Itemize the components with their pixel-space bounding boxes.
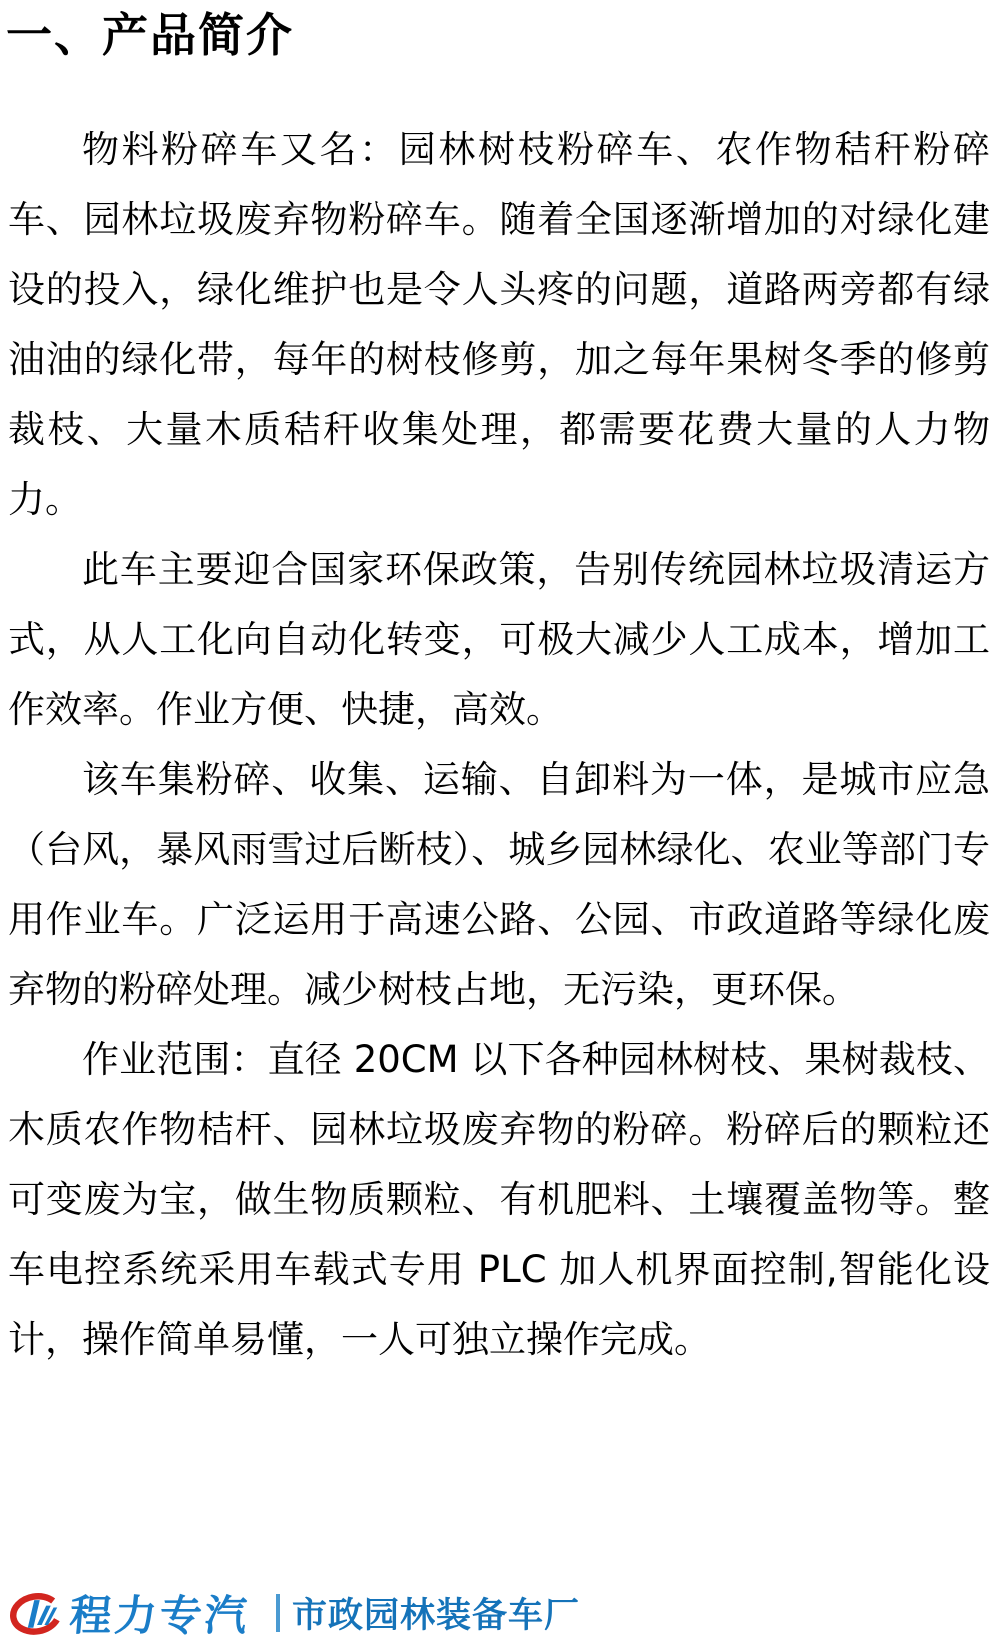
paragraph-usage: 该车集粉碎、收集、运输、自卸料为一体，是城市应急（台风，暴风雨雪过后断枝）、城乡园林绿化、农业等部门专用作业车。广泛运用于高速公路、公园、市政道路等绿化废弃物的粉碎处理。减少树枝占地，无污染，更环保。 bbox=[8, 758, 990, 1012]
section-heading: 一、产品简介 bbox=[6, 8, 294, 62]
footer-brand-bar bbox=[8, 1583, 580, 1643]
body-text bbox=[0, 115, 1000, 1375]
brand-name: 程力专汽 bbox=[67, 1591, 252, 1640]
paragraph-work-range: 作业范围：直径 20CM 以下各种园林树枝、果树裁枝、木质农作物桔杆、园林垃圾废弃物的粉碎。粉碎后的颗粒还可变废为宝，做生物质颗粒、有机肥料、土壤覆盖物等。整车电控系统采用车载式专用 PLC 加人机界面控制,智能化设计，操作简单易懂，一人可独立操作完成。 bbox=[8, 1038, 990, 1362]
footer-divider bbox=[276, 1594, 280, 1632]
paragraph-policy: 此车主要迎合国家环保政策，告别传统园林垃圾清运方式，从人工化向自动化转变，可极大减少人工成本，增加工作效率。作业方便、快捷，高效。 bbox=[8, 548, 990, 732]
paragraph-intro: 物料粉碎车又名：园林树枝粉碎车、农作物秸秆粉碎车、园林垃圾废弃物粉碎车。随着全国逐渐增加的对绿化建设的投入，绿化维护也是令人头疼的问题，道路两旁都有绿油油的绿化带，每年的树枝修剪，加之每年果树冬季的修剪裁枝、大量木质秸秆收集处理，都需要花费大量的人力物力。 bbox=[8, 128, 990, 522]
chengli-logo-icon bbox=[8, 1590, 66, 1636]
factory-name: 市政园林装备车厂 bbox=[292, 1596, 581, 1636]
